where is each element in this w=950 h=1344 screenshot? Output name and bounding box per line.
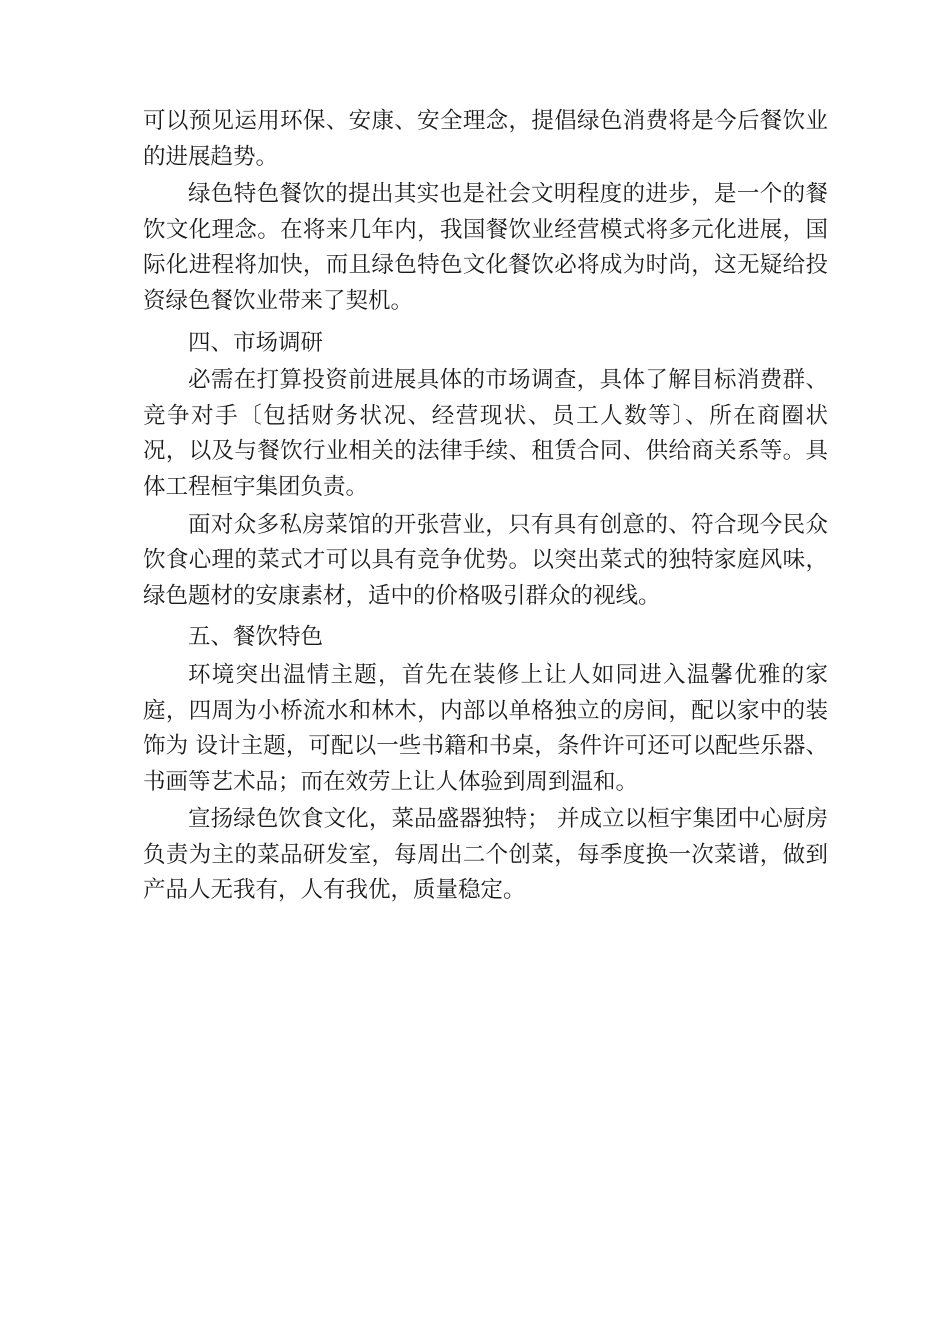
paragraph-food-culture: 宣扬绿色饮食文化，菜品盛器独特； 并成立以桓宇集团中心厨房负责为主的菜品研发室，每周出二个创菜，每季度换一次菜谱，做到产品人无我有，人有我优，质量稳定。: [143, 806, 828, 904]
paragraph-green-dining: 绿色特色餐饮的提出其实也是社会文明程度的进步，是一个的餐饮文化理念。在将来几年内，我国餐饮业经营模式将多元化进展，国际化进程将加快，而且绿色特色文化餐饮必将成为时尚，这无疑给投资绿色餐饮业带来了契机。: [143, 181, 828, 314]
paragraph-environment: 环境突出温情主题，首先在装修上让人如同进入温馨优雅的家庭，四周为小桥流水和林木，内部以单格独立的房间，配以家中的装饰为 设计主题，可配以一些书籍和书桌，条件许可还可以配些乐器、书画等艺术品；而在效劳上让人体验到周到温和。: [143, 661, 828, 795]
section-heading-market-research: 四、市场调研: [188, 329, 324, 356]
document-body: [143, 104, 828, 909]
section-heading-dining-features: 五、餐饮特色: [188, 624, 324, 651]
paragraph-continuation: 可以预见运用环保、安康、安全理念，提倡绿色消费将是今后餐饮业的进展趋势。: [143, 108, 828, 170]
paragraph-competition: 面对众多私房菜馆的开张营业，只有具有创意的、符合现今民众饮食心理的菜式才可以具有竞争优势。以突出菜式的独特家庭风味，绿色题材的安康素材，适中的价格吸引群众的视线。: [143, 511, 828, 609]
paragraph-market-survey: 必需在打算投资前进展具体的市场调查，具体了解目标消费群、竞争对手〔包括财务状况、经营现状、员工人数等〕、所在商圈状况，以及与餐饮行业相关的法律手续、租赁合同、供给商关系等。具体工程桓宇集团负责。: [143, 367, 828, 500]
